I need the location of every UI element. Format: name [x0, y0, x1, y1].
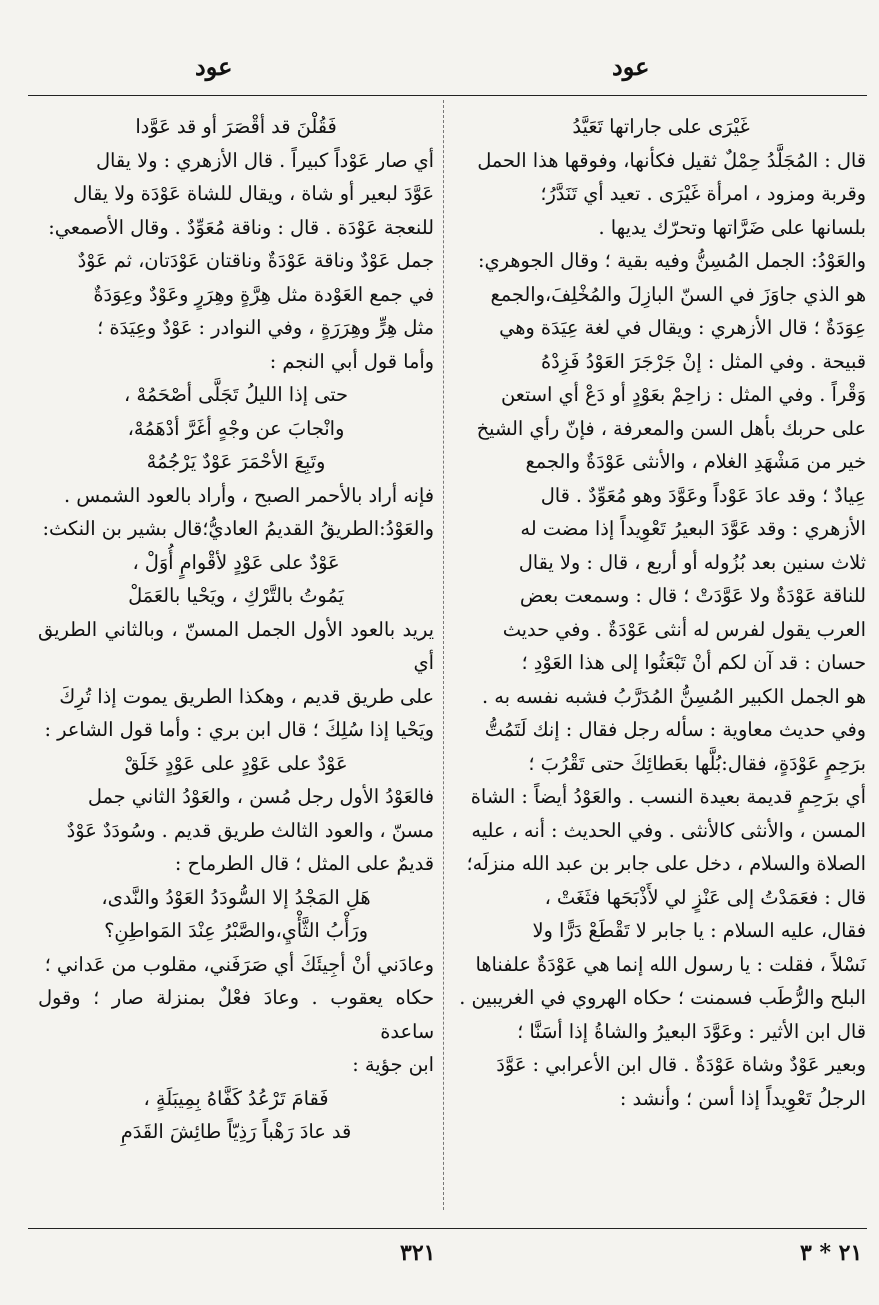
text-line: برَحِمٍ عَوْدَةٍ، فقال:بُلَّها بعَطائِكَ حتى تَقْرُبَ ؛ [528, 751, 866, 775]
verse-line: ورَأْبُ الثَّأْيِ،والصَّبْرُ عِنْدَ المَواطِنِ؟ [104, 919, 368, 942]
right-verse-top: غَيْرَى على جاراتها تَعَيَّدُ [572, 115, 750, 138]
text-line: على حربك بأهل السن والمعرفة ، فإنّ رأي الشيخ [476, 416, 866, 440]
text-line: والعَوْدُ:الطريقُ القديمُ العاديُّ؛قال بشير بن النكث: [42, 517, 434, 540]
page-number: ٣٢١ [400, 1240, 436, 1266]
left-verses-1 [38, 378, 434, 479]
text-line: المسن ، والأنثى كالأنثى . وفي الحديث : أنه ، عليه [471, 818, 866, 842]
verse-line: وانْجابَ عن وجْهٍ أغَرَّ أدْهَمُهْ، [127, 416, 345, 440]
text-line: الرجلُ تَعْوِيداً إذا أسن ؛ وأنشد : [619, 1086, 866, 1110]
text-line: خير من مَشْهَدِ الغلام ، والأنثى عَوْدَةٌ والجمع [525, 450, 866, 473]
text-line: فالعَوْدُ الأول رجل مُسن ، والعَوْدُ الثاني جمل [87, 785, 434, 808]
text-line: أي برَحِمٍ قديمة بعيدة النسب . والعَوْدُ أيضاً : الشاة [470, 785, 866, 808]
text-line: وقربة ومزود ، امرأة غَيْرَى . تعيد أي تَنَدَّرُ؛ [540, 182, 866, 205]
column-divider [443, 100, 444, 1210]
text-line: عِوَدَةٌ ؛ قال الأزهري : ويقال في لغة عِيَدَة وهي [499, 316, 866, 339]
right-column-lines [456, 144, 866, 1116]
text-line: قال ابن الأثير : وعَوَّدَ البعيرُ والشاةُ إذا أسَنَّا ؛ [517, 1019, 866, 1043]
verse-line: فَقامَ تَرْعُدُ كَفَّاهُ بِمِيبَلَةٍ ، [143, 1086, 329, 1110]
text-line: جمل عَوْدٌ وناقة عَوْدَةٌ وناقتان عَوْدَتان، ثم عَوْدٌ [77, 249, 434, 272]
text-line: قديمٌ على المثل ؛ قال الطرماح : [174, 852, 434, 875]
left-verses-4 [38, 881, 434, 948]
text-line: عِيادٌ ؛ وقد عادَ عَوْداً وعَوَّدَ وهو مُعَوِّدٌ . قال [540, 483, 866, 507]
top-rule [28, 95, 867, 96]
left-block-4 [38, 780, 434, 881]
text-line: وَقْراً . وفي المثل : زاحِمْ بعَوْدٍ أو دَعْ أي استعن [501, 383, 866, 406]
text-line: وفي حديث معاوية : سأله رجل فقال : إنك لَتَمُتُّ [484, 718, 866, 741]
text-line: أي صار عَوْداً كبيراً . قال الأزهري : ولا يقال [96, 148, 434, 172]
text-line: قال : فعَمَدْتُ إلى عَنْزٍ لي لأَذْبَحَها فثَغَتْ ، [544, 885, 866, 909]
text-line: للنعجة عَوْدَة . قال : وناقة مُعَوِّدٌ . وقال الأصمعي: [48, 215, 434, 239]
verse-line: حتى إذا الليلُ تَجَلَّى أصْحَمُهْ ، [124, 383, 348, 406]
text-line: على طريق قديم ، وهكذا الطريق يموت إذا تُرِكَ [59, 684, 434, 708]
verse-line: هَلِ المَجْدُ إلا السُّودَدُ العَوْدُ والنَّدى، [101, 885, 371, 909]
text-line: حسان : قد آن لكم أنْ تَبْعَثُوا إلى هذا العَوْدِ ؛ [521, 651, 866, 674]
text-line: فإنه أراد بالأحمر الصبح ، وأراد بالعود الشمس . [64, 483, 434, 507]
verse-line: وتَبِعَ الأحْمَرَ عَوْدٌ يَرْجُمُهْ [146, 450, 326, 473]
text-line: ابن جؤية : [352, 1053, 434, 1076]
left-verse-3: عَوْدٌ على عَوْدٍ على عَوْدٍ خَلَقْ [124, 751, 348, 775]
text-line: والعَوْدُ: الجمل المُسِنُّ وفيه بقية ؛ وقال الجوهري: [477, 249, 866, 272]
text-line: للناقة عَوْدَةٌ ولا عَوَّدَتْ ؛ قال : وسمعت بعض [519, 584, 866, 607]
left-column [38, 110, 434, 1149]
text-line: يريد بالعود الأول الجمل المسنّ ، وبالثاني الطريق أي [38, 617, 434, 674]
bottom-rule [28, 1228, 867, 1229]
text-line: عَوَّدَ لبعير أو شاة ، ويقال للشاة عَوْدَة ولا يقال [73, 182, 434, 205]
text-line: قال : المُجَلَّدُ حِمْلٌ ثقيل فكأنها، وفوقها هذا الحمل [477, 148, 866, 172]
text-line: هو الذي جاوَزَ في السنّ البازِلَ والمُخْلِفَ،والجمع [490, 282, 866, 306]
left-block-5 [38, 948, 434, 1082]
text-line: في جمع العَوْدة مثل هِرَّةٍ وهِرَرٍ وعَوْدٌ وعِوَدَةٌ [93, 282, 434, 306]
text-line: وأما قول أبي النجم : [269, 349, 434, 373]
left-block-3 [38, 613, 434, 747]
text-line: فقال، عليه السلام : يا جابر لا تَقْطَعْ دَرًّا ولا [532, 919, 866, 942]
verse-line: قد عادَ رَهْباً رَذِيّاً طائِشَ القَدَمِ [120, 1120, 352, 1143]
printer-signature: ٢١ * ٣ [800, 1240, 863, 1266]
text-line: ويَحْيا إذا سُلِكَ ؛ قال ابن بري : وأما قول الشاعر : [44, 718, 434, 741]
left-verse-top: فَقُلْنَ قد أقْصَرَ أو قد عَوَّدا [135, 115, 337, 138]
left-verses-2 [38, 546, 434, 613]
text-line: العرب يقول لفرس له أنثى عَوْدَةٌ . وفي حديث [502, 617, 866, 641]
left-block-2 [38, 479, 434, 546]
text-line: وعادَني أنْ أجِيئَكَ أي صَرَفَني، مقلوب من عَداني ؛ [44, 952, 434, 976]
text-line: نَسْلاً ، فقلت : يا رسول الله إنما هي عَوْدَةٌ علفناها [475, 952, 866, 976]
header-word-left: عود [195, 52, 233, 81]
left-verses-5 [38, 1082, 434, 1149]
text-line: الأزهري : وقد عَوَّدَ البعيرُ تَعْوِيداً إذا مضت له [520, 517, 866, 540]
text-line: ثلاث سنين بعد بُزُوله أو أربع ، قال : ولا يقال [518, 550, 866, 574]
header-word-right: عود [612, 52, 650, 81]
verse-line: يَمُوتُ بالتَّرْكِ ، ويَحْيا بالعَمَلْ [128, 584, 344, 607]
left-block-1 [38, 144, 434, 379]
text-line: هو الجمل الكبير المُسِنُّ المُدَرَّبُ فشبه نفسه به . [481, 684, 866, 708]
text-line: الصلاة والسلام ، دخل على جابر بن عبد الله منزلَه؛ [466, 852, 866, 875]
text-line: مسنّ ، والعود الثالث طريق قديم . وسُودَدٌ عَوْدٌ [66, 818, 434, 842]
right-column [456, 110, 866, 1115]
text-line: بلسانها على ضَرَّاتها وتحرّك يديها . [598, 215, 866, 239]
text-line: البلح والرُّطَب فسمنت ؛ حكاه الهروي في الغريبين . [459, 986, 866, 1009]
text-line: حكاه يعقوب . وعادَ فعْلٌ بمنزلة صار ؛ وقول ساعدة [38, 986, 434, 1043]
text-line: قبيحة . وفي المثل : إنْ جَرْجَرَ العَوْدُ فَزِدْهُ [541, 349, 866, 373]
text-line: مثل هِرٍّ وهِرَرَةٍ ، وفي النوادر : عَوْدٌ وعِيَدَة ؛ [97, 316, 434, 339]
text-line: وبعير عَوْدٌ وشاة عَوْدَةٌ . قال ابن الأعرابي : عَوَّدَ [496, 1053, 866, 1076]
verse-line: عَوْدٌ على عَوْدٍ لأقْوامٍ أُوَلْ ، [132, 550, 340, 574]
